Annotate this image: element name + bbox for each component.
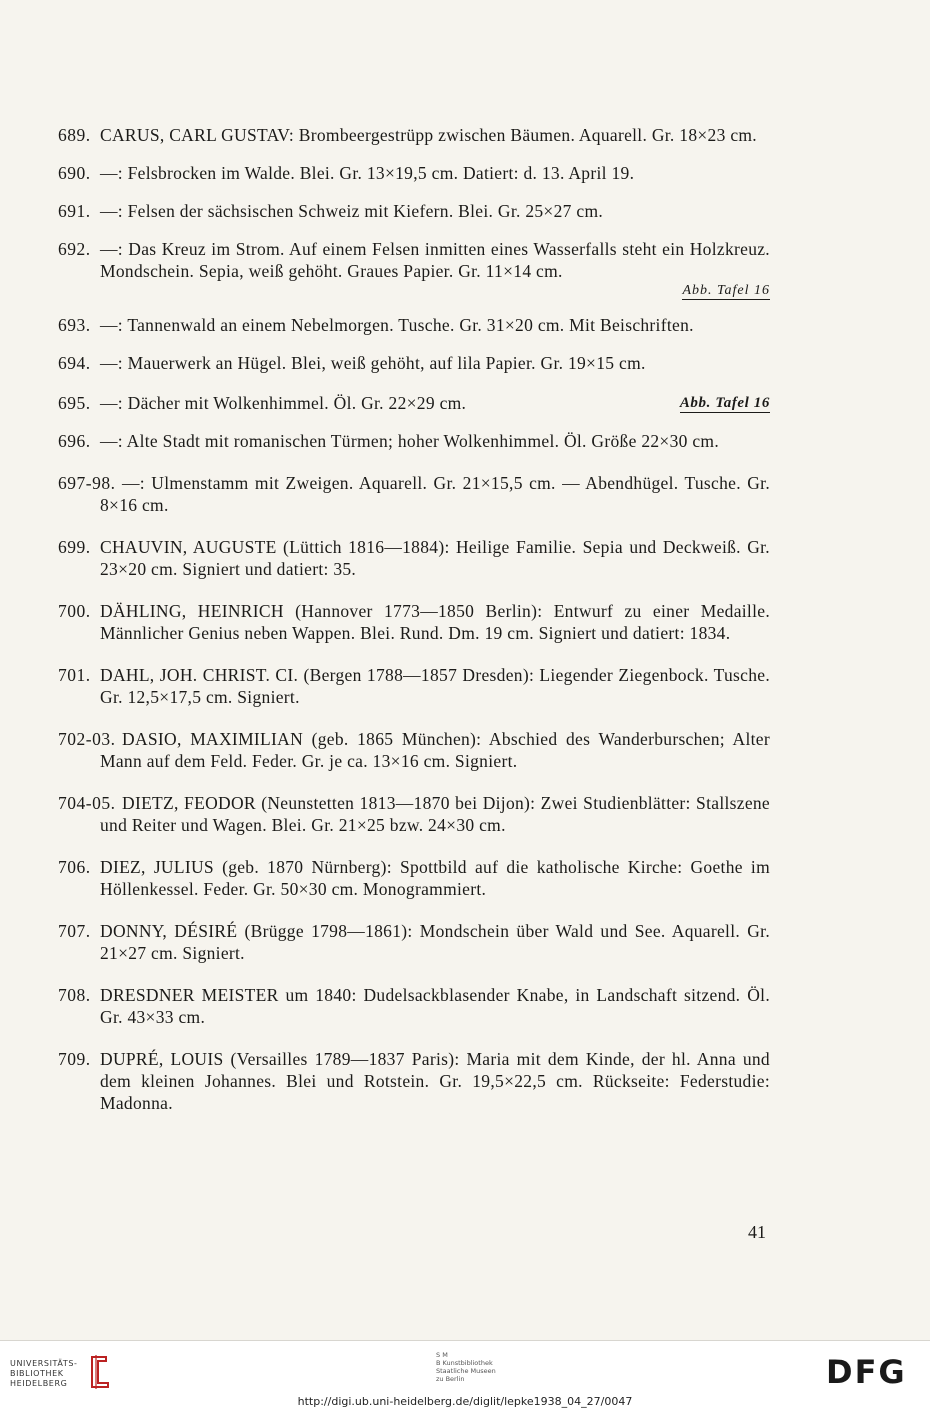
entry-number: 689. [58, 125, 91, 145]
entry-number: 697-98. [58, 473, 116, 493]
entry-text: DAHL, JOH. CHRIST. CI. (Bergen 1788—1857 Dresden): Liegender Ziegenbock. Tusche. Gr. 12,5×17,5 cm. Signiert. [100, 665, 770, 707]
entry-690 [58, 162, 770, 184]
entry-707 [58, 920, 770, 964]
plate-reference: Abb. Tafel 16 [679, 395, 770, 411]
viewer-footer [0, 1340, 930, 1411]
entry-708 [58, 984, 770, 1028]
entry-text: —: Felsbrocken im Walde. Blei. Gr. 13×19,5 cm. Datiert: d. 13. April 19. [100, 163, 635, 183]
entry-694 [58, 352, 770, 374]
dfg-logo [826, 1355, 916, 1387]
entry-702-03 [58, 728, 770, 772]
entry-689 [58, 124, 770, 146]
entry-text: —: Ulmenstamm mit Zweigen. Aquarell. Gr. 21×15,5 cm. — Abendhügel. Tusche. Gr. 8×16 cm. [100, 473, 770, 515]
entry-text: —: Felsen der sächsischen Schweiz mit Kiefern. Blei. Gr. 25×27 cm. [100, 201, 604, 221]
entry-695 [58, 392, 770, 414]
entry-number: 692. [58, 239, 91, 259]
entry-number: 694. [58, 353, 91, 373]
entry-704-05 [58, 792, 770, 836]
entry-number: 691. [58, 201, 91, 221]
entry-number: 709. [58, 1049, 91, 1069]
entry-701 [58, 664, 770, 708]
entry-list [58, 124, 770, 1114]
entry-697-98 [58, 472, 770, 516]
entry-691 [58, 200, 770, 222]
entry-text: —: Tannenwald an einem Nebelmorgen. Tusche. Gr. 31×20 cm. Mit Beischriften. [100, 315, 694, 335]
entry-number: 699. [58, 537, 91, 557]
entry-700 [58, 600, 770, 644]
entry-text: —: Mauerwerk an Hügel. Blei, weiß gehöht, auf lila Papier. Gr. 19×15 cm. [100, 353, 646, 373]
university-logo-icon [84, 1353, 114, 1393]
entry-text: DÄHLING, HEINRICH (Hannover 1773—1850 Berlin): Entwurf zu einer Medaille. Männlicher Genius neben Wappen. Blei. Rund. Dm. 19 cm. Signiert und datiert: 1834. [100, 601, 770, 643]
page-number: 41 [748, 1222, 766, 1242]
university-name: UNIVERSITÄTS- BIBLIOTHEK HEIDELBERG [10, 1359, 78, 1388]
entry-number: 706. [58, 857, 91, 877]
entry-number: 704-05. [58, 793, 116, 813]
library-stamp: S M B Kunstbibliothek Staatliche Museen zu Berlin [436, 1351, 496, 1383]
entry-693 [58, 314, 770, 336]
source-url[interactable]: http://digi.ub.uni-heidelberg.de/diglit/lepke1938_04_27/0047 [297, 1395, 633, 1408]
svg-text:DFG: DFG [826, 1355, 907, 1387]
entry-692 [58, 238, 770, 300]
entry-number: 696. [58, 431, 91, 451]
entry-696 [58, 430, 770, 452]
entry-text: —: Alte Stadt mit romanischen Türmen; hoher Wolkenhimmel. Öl. Größe 22×30 cm. [100, 431, 720, 451]
entry-number: 690. [58, 163, 91, 183]
entry-number: 695. [58, 393, 91, 413]
entry-text: DASIO, MAXIMILIAN (geb. 1865 München): Abschied des Wanderburschen; Alter Mann auf dem Feld. Feder. Gr. je ca. 13×16 cm. Signiert. [100, 729, 770, 771]
entry-number: 701. [58, 665, 91, 685]
entry-text: DIETZ, FEODOR (Neunstetten 1813—1870 bei Dijon): Zwei Studienblätter: Stallszene und Reiter und Wagen. Blei. Gr. 21×25 bzw. 24×30 cm. [100, 793, 770, 835]
entry-text: DIEZ, JULIUS (geb. 1870 Nürnberg): Spottbild auf die katholische Kirche: Goethe im Höllenkessel. Feder. Gr. 50×30 cm. Monogrammiert. [100, 857, 770, 899]
entry-699 [58, 536, 770, 580]
entry-text: DONNY, DÉSIRÉ (Brügge 1798—1861): Mondschein über Wald und See. Aquarell. Gr. 21×27 cm. Signiert. [100, 921, 770, 963]
entry-text: —: Das Kreuz im Strom. Auf einem Felsen inmitten eines Wasserfalls steht ein Holzkreuz. Mondschein. Sepia, weiß gehöht. Graues Papier. Gr. 11×14 cm. [100, 239, 770, 281]
entry-text: CARUS, CARL GUSTAV: Brombeergestrüpp zwischen Bäumen. Aquarell. Gr. 18×23 cm. [100, 125, 757, 145]
entry-text: CHAUVIN, AUGUSTE (Lüttich 1816—1884): Heilige Familie. Sepia und Deckweiß. Gr. 23×20 cm. Signiert und datiert: 35. [100, 537, 770, 579]
entry-text: —: Dächer mit Wolkenhimmel. Öl. Gr. 22×29 cm. [100, 393, 467, 413]
plate-reference: Abb. Tafel 16 [682, 283, 770, 298]
entry-number: 708. [58, 985, 91, 1005]
entry-number: 707. [58, 921, 91, 941]
entry-706 [58, 856, 770, 900]
entry-number: 693. [58, 315, 91, 335]
entry-text: DRESDNER MEISTER um 1840: Dudelsackblasender Knabe, in Landschaft sitzend. Öl. Gr. 43×33 cm. [100, 985, 770, 1027]
entry-number: 702-03. [58, 729, 116, 749]
entry-number: 700. [58, 601, 91, 621]
entry-text: DUPRÉ, LOUIS (Versailles 1789—1837 Paris): Maria mit dem Kinde, der hl. Anna und dem kleinen Johannes. Blei und Rotstein. Gr. 19,5×22,5 cm. Rückseite: Federstudie: Madonna. [100, 1049, 770, 1113]
entry-709 [58, 1048, 770, 1114]
